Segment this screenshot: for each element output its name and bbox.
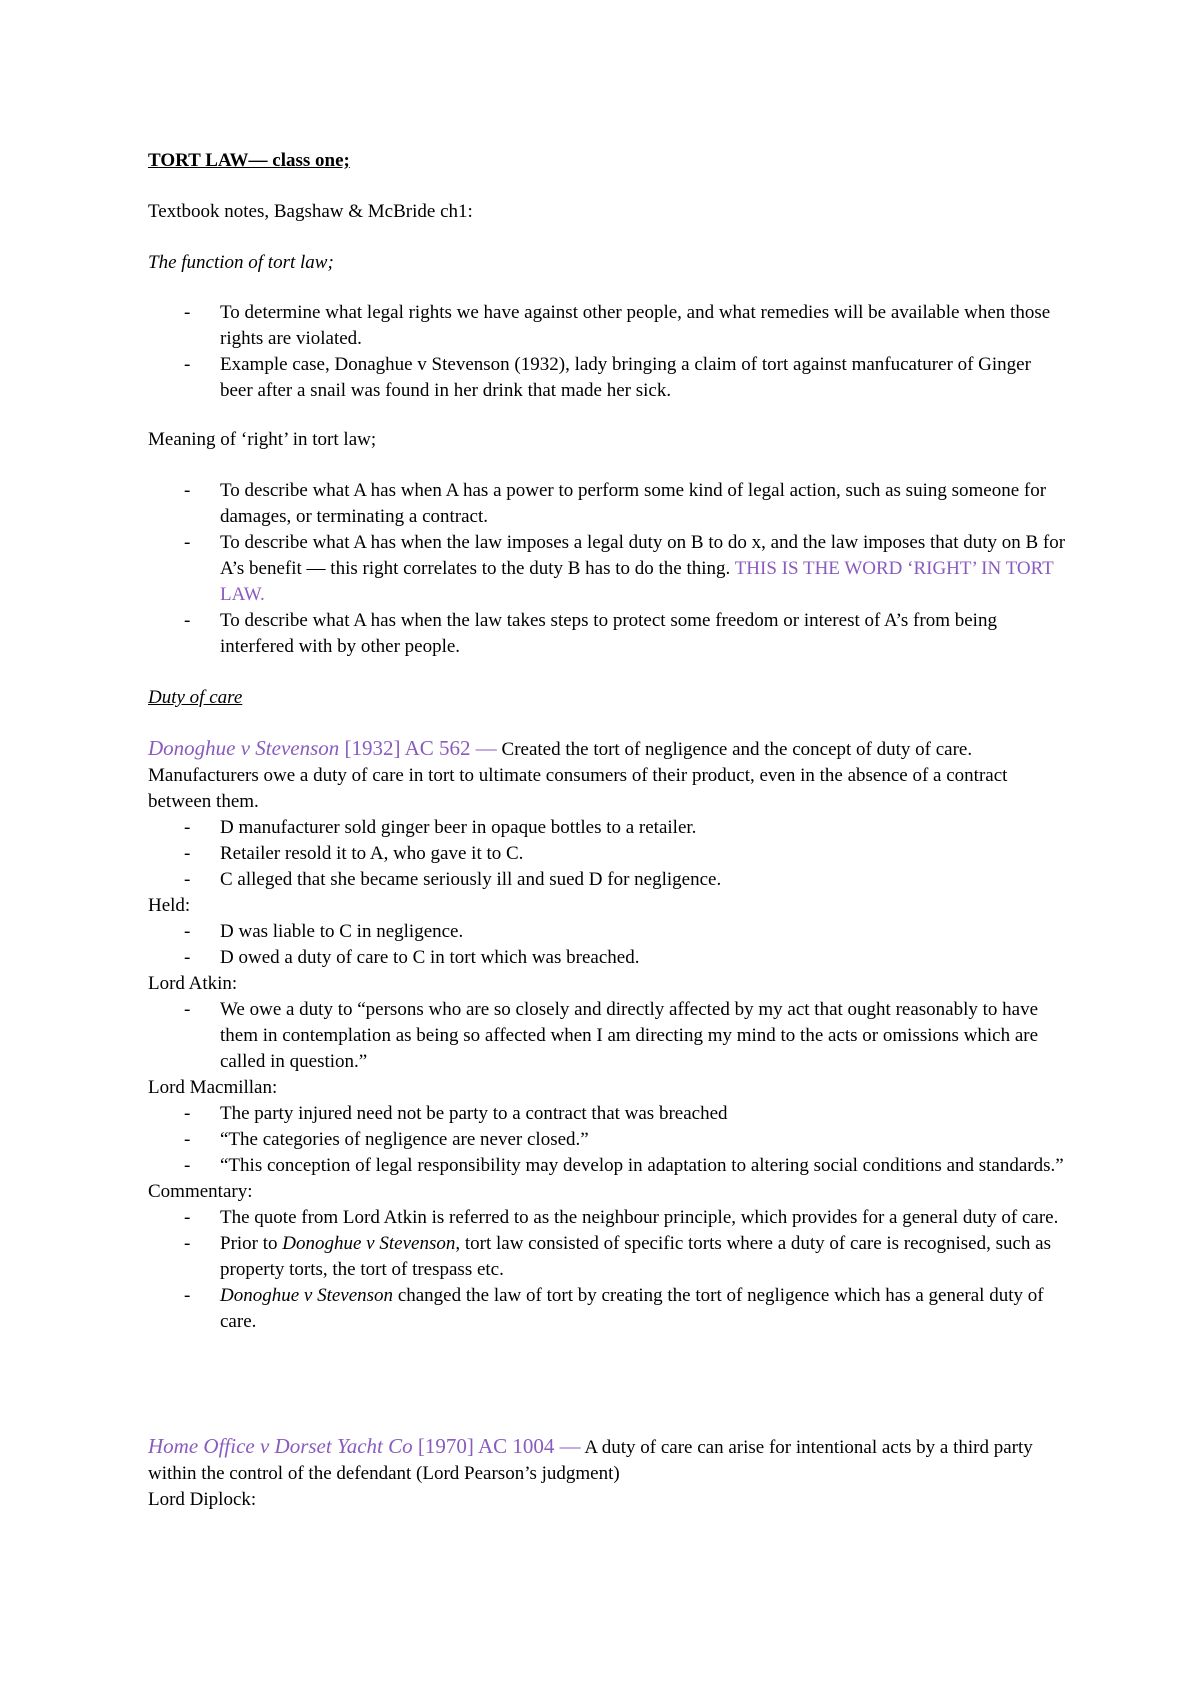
list-item: - To describe what A has when A has a power to perform some kind of legal action, such as suing someone for damages, or terminating a contract.: [148, 478, 1068, 530]
list-item: - The quote from Lord Atkin is referred to as the neighbour principle, which provides for a general duty of care.: [148, 1205, 1068, 1231]
case-summary: Created the tort of negligence and the concept of duty of care. Manufacturers owe a duty of care in tort to ultimate consumers of their product, even in the absence of a contract between them.: [148, 739, 1008, 812]
case-name: Home Office v Dorset Yacht Co: [148, 1434, 413, 1458]
case-citation: [1932] AC 562: [339, 736, 476, 760]
list-item: - Example case, Donaghue v Stevenson (1932), lady bringing a claim of tort against manfucaturer of Ginger beer after a snail was found in her drink that made her sick.: [148, 352, 1068, 404]
case-citation: [1970] AC 1004: [412, 1434, 560, 1458]
list-item: - To determine what legal rights we have against other people, and what remedies will be available when those rights are violated.: [148, 300, 1068, 352]
list-item: - Prior to Donoghue v Stevenson, tort law consisted of specific torts where a duty of care is recognised, such as property torts, the tort of trespass etc.: [148, 1231, 1068, 1283]
held-label: Held:: [148, 895, 191, 916]
meaning-list: [148, 478, 1068, 660]
list-item: - D manufacturer sold ginger beer in opaque bottles to a retailer.: [148, 815, 1068, 841]
function-list: [148, 300, 1068, 404]
diplock-label: Lord Diplock:: [148, 1489, 257, 1510]
list-item: - Donoghue v Stevenson changed the law of tort by creating the tort of negligence which has a general duty of care.: [148, 1283, 1068, 1335]
highlight-text: THIS IS THE WORD ‘RIGHT’ IN TORT LAW.: [220, 558, 1054, 605]
atkin-label: Lord Atkin:: [148, 973, 238, 994]
list-item: - “This conception of legal responsibility may develop in adaptation to altering social conditions and standards.”: [148, 1153, 1068, 1179]
list-item: - We owe a duty to “persons who are so closely and directly affected by my act that ought reasonably to have them in contemplation as being so affected when I am directing my mind to the acts or omissions which are called in question.”: [148, 997, 1068, 1075]
intro-line: Textbook notes, Bagshaw & McBride ch1:: [148, 201, 473, 222]
list-item: - To describe what A has when the law takes steps to protect some freedom or interest of A’s from being interfered with by other people.: [148, 608, 1068, 660]
list-item: - Retailer resold it to A, who gave it to C.: [148, 841, 1068, 867]
list-item: - D was liable to C in negligence.: [148, 919, 1068, 945]
commentary-label: Commentary:: [148, 1181, 253, 1202]
macmillan-list: [148, 1101, 1068, 1179]
case-header: [148, 735, 1068, 815]
case-donoghue: [148, 735, 1068, 1335]
case-dorset-yacht: [148, 1433, 1068, 1513]
meaning-heading: Meaning of ‘right’ in tort law;: [148, 429, 377, 450]
section-heading-duty-of-care: Duty of care: [148, 687, 243, 708]
commentary-list: [148, 1205, 1068, 1335]
page-title: TORT LAW— class one;: [148, 150, 350, 171]
function-heading: The function of tort law;: [148, 252, 334, 273]
case-header: [148, 1433, 1068, 1487]
list-item: - “The categories of negligence are never closed.”: [148, 1127, 1068, 1153]
atkin-list: [148, 997, 1068, 1075]
list-item: - D owed a duty of care to C in tort which was breached.: [148, 945, 1068, 971]
facts-list: [148, 815, 1068, 893]
list-item: - C alleged that she became seriously ill and sued D for negligence.: [148, 867, 1068, 893]
case-dash: —: [475, 736, 497, 760]
macmillan-label: Lord Macmillan:: [148, 1077, 278, 1098]
case-dash: —: [559, 1434, 581, 1458]
list-item: - The party injured need not be party to a contract that was breached: [148, 1101, 1068, 1127]
held-list: [148, 919, 1068, 971]
list-item: - To describe what A has when the law imposes a legal duty on B to do x, and the law imposes that duty on B for A’s benefit — this right correlates to the duty B has to do the thing. THIS IS THE WORD ‘RIGHT’ IN TORT LAW.: [148, 530, 1068, 608]
case-name: Donoghue v Stevenson: [148, 736, 340, 760]
case-summary: A duty of care can arise for intentional acts by a third party within the control of the defendant (Lord Pearson’s judgment): [148, 1437, 1033, 1484]
